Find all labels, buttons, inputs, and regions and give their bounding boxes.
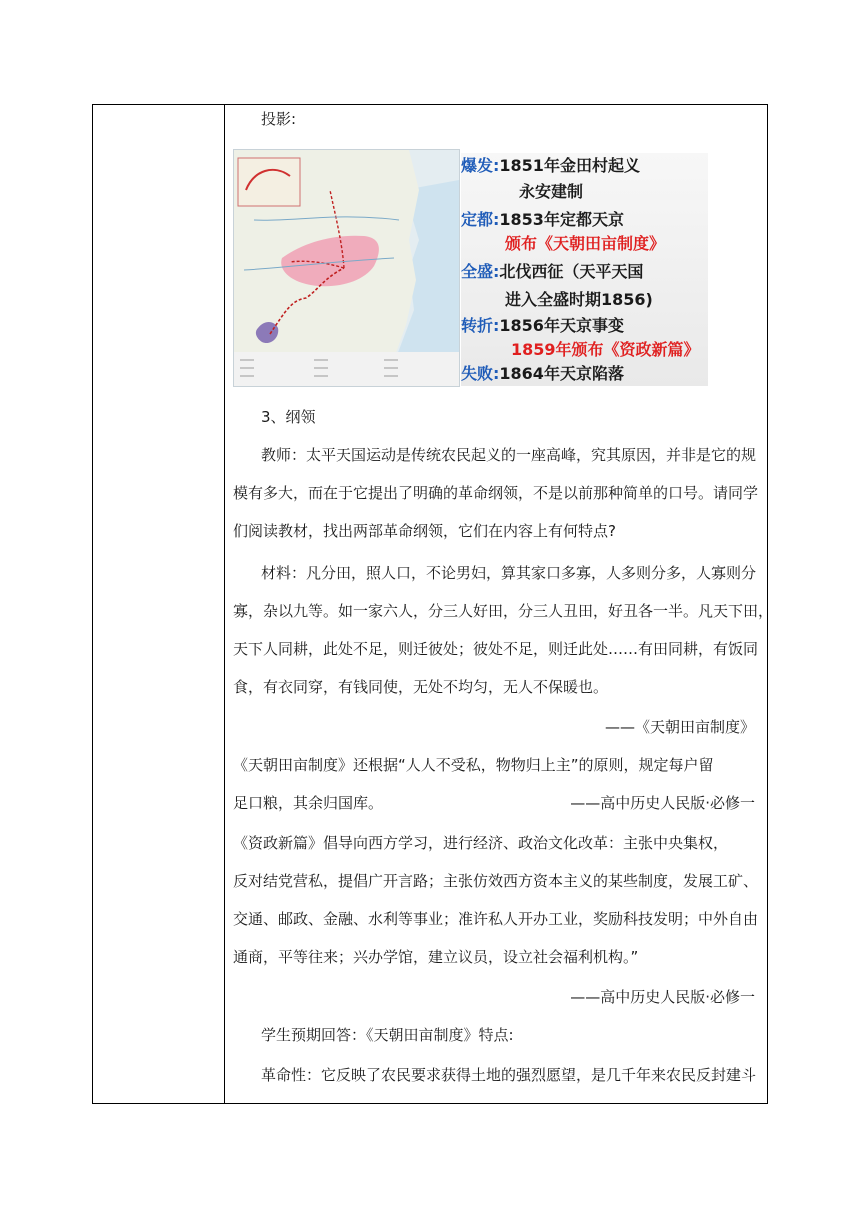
material-paragraph-line: 寡，杂以九等。如一家六人，分三人好田，分三人丑田，好丑各一半。凡天下田，	[233, 602, 774, 620]
timeline-row: 定都:1853年定都天京	[461, 210, 624, 229]
material-paragraph-line: 材料：凡分田，照人口，不论男妇，算其家口多寡，人多则分多，人寡则分	[261, 564, 757, 582]
taiping-map-image	[233, 149, 460, 387]
teacher-paragraph-line: 们阅读教材，找出两部革命纲领，它们在内容上有何特点?	[233, 522, 616, 540]
timeline-row: 全盛:北伐西征（天平天国	[461, 262, 644, 281]
zizheng-paragraph-line: 反对结党营私，提倡广开言路；主张仿效西方资本主义的某些制度，发展工矿、	[233, 872, 759, 890]
student-answer-line: 学生预期回答：《天朝田亩制度》特点:	[261, 1026, 514, 1044]
timeline-row: 失败:1864年天京陷落	[461, 364, 624, 383]
zizheng-paragraph-line: 交通、邮政、金融、水利等事业；准许私人开办工业，奖励科技发明；中外自由	[233, 910, 759, 928]
teacher-paragraph-line: 教师：太平天国运动是传统农民起义的一座高峰，究其原因，并非是它的规	[261, 446, 757, 464]
timeline-row: 爆发:1851年金田村起义	[461, 156, 640, 175]
zizheng-paragraph-line: 《资政新篇》倡导向西方学习，进行经济、政治文化改革：主张中央集权，	[233, 834, 729, 852]
taiping-timeline-image	[461, 153, 708, 386]
timeline-row: 进入全盛时期1856)	[505, 290, 653, 309]
projection-label: 投影:	[261, 110, 297, 128]
timeline-row: 1859年颁布《资政新篇》	[511, 340, 700, 359]
source-citation: ——高中历史人民版·必修一	[570, 988, 755, 1006]
material-paragraph-line: 天下人同耕，此处不足，则迁彼处；彼处不足，则迁此处……有田同耕，有饭同	[233, 640, 759, 658]
tianchao-paragraph-line: 足口粮，其余归国库。	[233, 794, 384, 812]
zizheng-paragraph-line: 通商，平等往来；兴办学馆，建立议员，设立社会福利机构。”	[233, 948, 639, 966]
section-heading: 3、纲领	[261, 408, 316, 426]
teacher-paragraph-line: 模有多大，而在于它提出了明确的革命纲领，不是以前那种简单的口号。请同学	[233, 484, 759, 502]
student-answer-line: 革命性：它反映了农民要求获得土地的强烈愿望，是几千年来农民反封建斗	[261, 1066, 757, 1084]
timeline-row: 转折:1856年天京事变	[461, 316, 624, 335]
timeline-row: 永安建制	[519, 182, 584, 201]
lesson-table	[92, 104, 774, 1104]
table-right-column	[225, 105, 774, 1103]
material-paragraph-line: 食，有衣同穿，有钱同使，无处不均匀，无人不保暖也。	[233, 678, 609, 696]
map-illustration	[234, 150, 459, 386]
tianchao-paragraph-line: 《天朝田亩制度》还根据“人人不受私，物物归上主”的原则，规定每户留	[233, 756, 714, 774]
timeline-row: 颁布《天朝田亩制度》	[505, 234, 666, 253]
table-left-column	[93, 105, 225, 1103]
source-citation: ——高中历史人民版·必修一	[570, 794, 755, 812]
source-citation: ——《天朝田亩制度》	[604, 718, 755, 736]
